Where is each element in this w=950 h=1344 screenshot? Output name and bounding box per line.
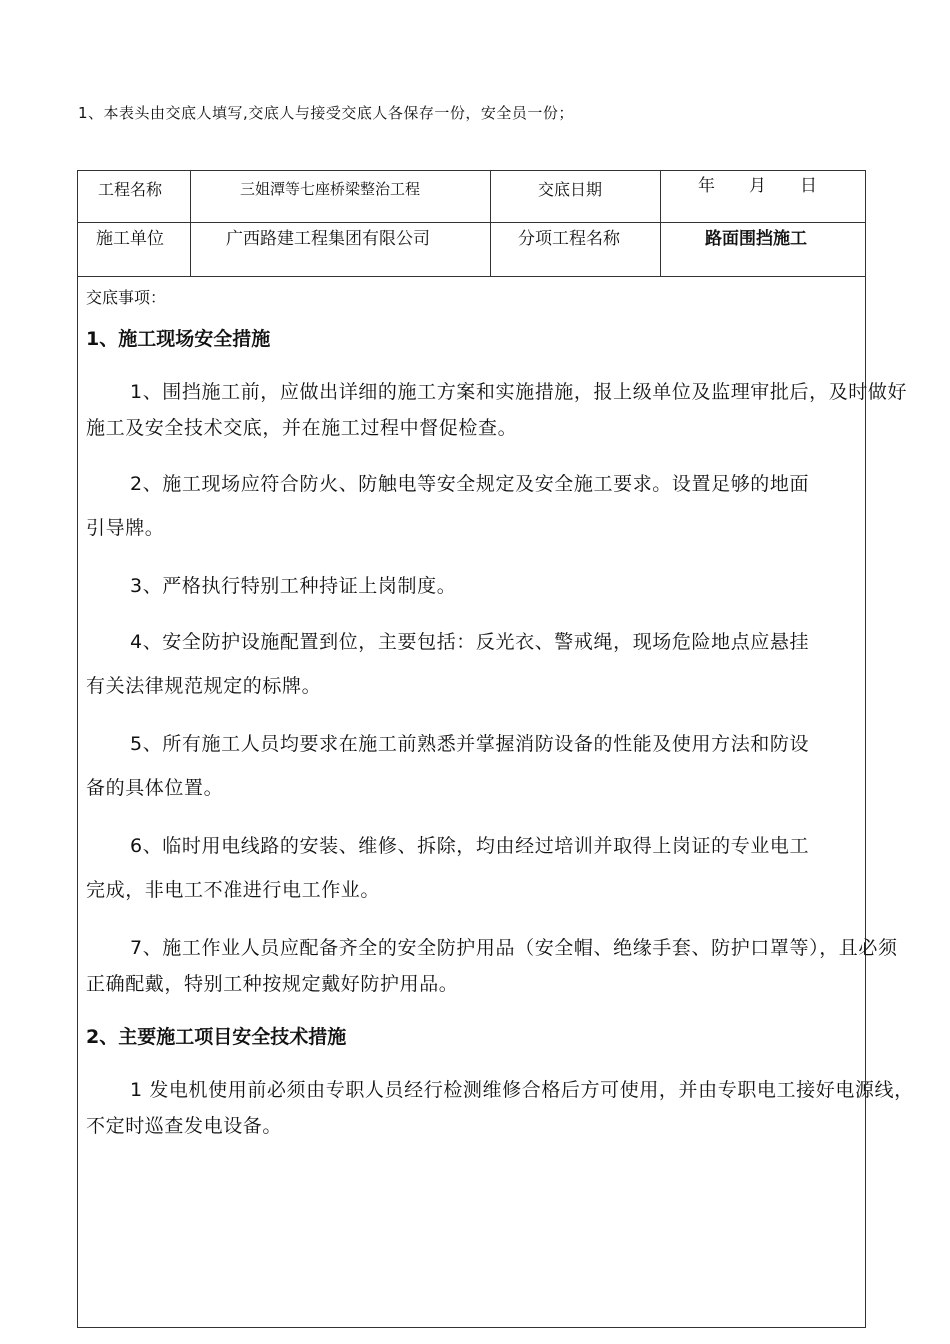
disclosure-content <box>86 284 916 1164</box>
paragraph-5-continued: 备的具体位置。 <box>86 777 224 799</box>
paragraph-7: 7、施工作业人员应配备齐全的安全防护用品（安全帽、绝缘手套、防护口罩等），且必须正确配戴，特别工种按规定戴好防护用品。 <box>86 937 898 995</box>
paragraph-3: 3、严格执行特别工种持证上岗制度。 <box>130 575 457 597</box>
row-divider <box>78 222 865 223</box>
subproject-label: 分项工程名称 <box>518 229 620 249</box>
column-divider <box>660 171 661 276</box>
subproject-value: 路面围挡施工 <box>705 229 807 249</box>
section-2-title: 2、主要施工项目安全技术措施 <box>86 1026 347 1048</box>
content-label: 交底事项： <box>86 288 167 307</box>
unit-value: 广西路建工程集团有限公司 <box>226 229 430 249</box>
date-label: 交底日期 <box>538 180 603 199</box>
column-divider <box>490 171 491 276</box>
disclosure-table <box>77 170 914 1328</box>
unit-label: 施工单位 <box>96 229 164 249</box>
section-2-paragraph-1: 1 发电机使用前必须由专职人员经行检测维修合格后方可使用，并由专职电工接好电源线，不定时巡查发电设备。 <box>86 1079 914 1137</box>
paragraph-4-continued: 有关法律规范规定的标牌。 <box>86 675 322 697</box>
section-1-title: 1、施工现场安全措施 <box>86 328 271 350</box>
column-divider <box>190 171 191 276</box>
paragraph-6-continued: 完成，非电工不准进行电工作业。 <box>86 879 381 901</box>
date-value: 年 月 日 <box>698 176 817 196</box>
form-note: 1、本表头由交底人填写,交底人与接受交底人各保存一份，安全员一份； <box>78 104 574 122</box>
project-name-label: 工程名称 <box>98 180 163 199</box>
paragraph-6: 6、临时用电线路的安装、维修、拆除，均由经过培训并取得上岗证的专业电工 <box>130 835 810 857</box>
paragraph-5: 5、所有施工人员均要求在施工前熟悉并掌握消防设备的性能及使用方法和防设 <box>130 733 810 755</box>
paragraph-2: 2、施工现场应符合防火、防触电等安全规定及安全施工要求。设置足够的地面 <box>130 473 810 495</box>
paragraph-2-continued: 引导牌。 <box>86 517 165 539</box>
header-bottom-divider <box>78 276 865 277</box>
paragraph-4: 4、安全防护设施配置到位，主要包括：反光衣、警戒绳，现场危险地点应悬挂 <box>130 631 810 653</box>
project-name-value: 三姐潭等七座桥梁整治工程 <box>240 180 421 198</box>
paragraph-1: 1、围挡施工前，应做出详细的施工方案和实施措施，报上级单位及监理审批后，及时做好施工及安全技术交底，并在施工过程中督促检查。 <box>86 381 908 439</box>
